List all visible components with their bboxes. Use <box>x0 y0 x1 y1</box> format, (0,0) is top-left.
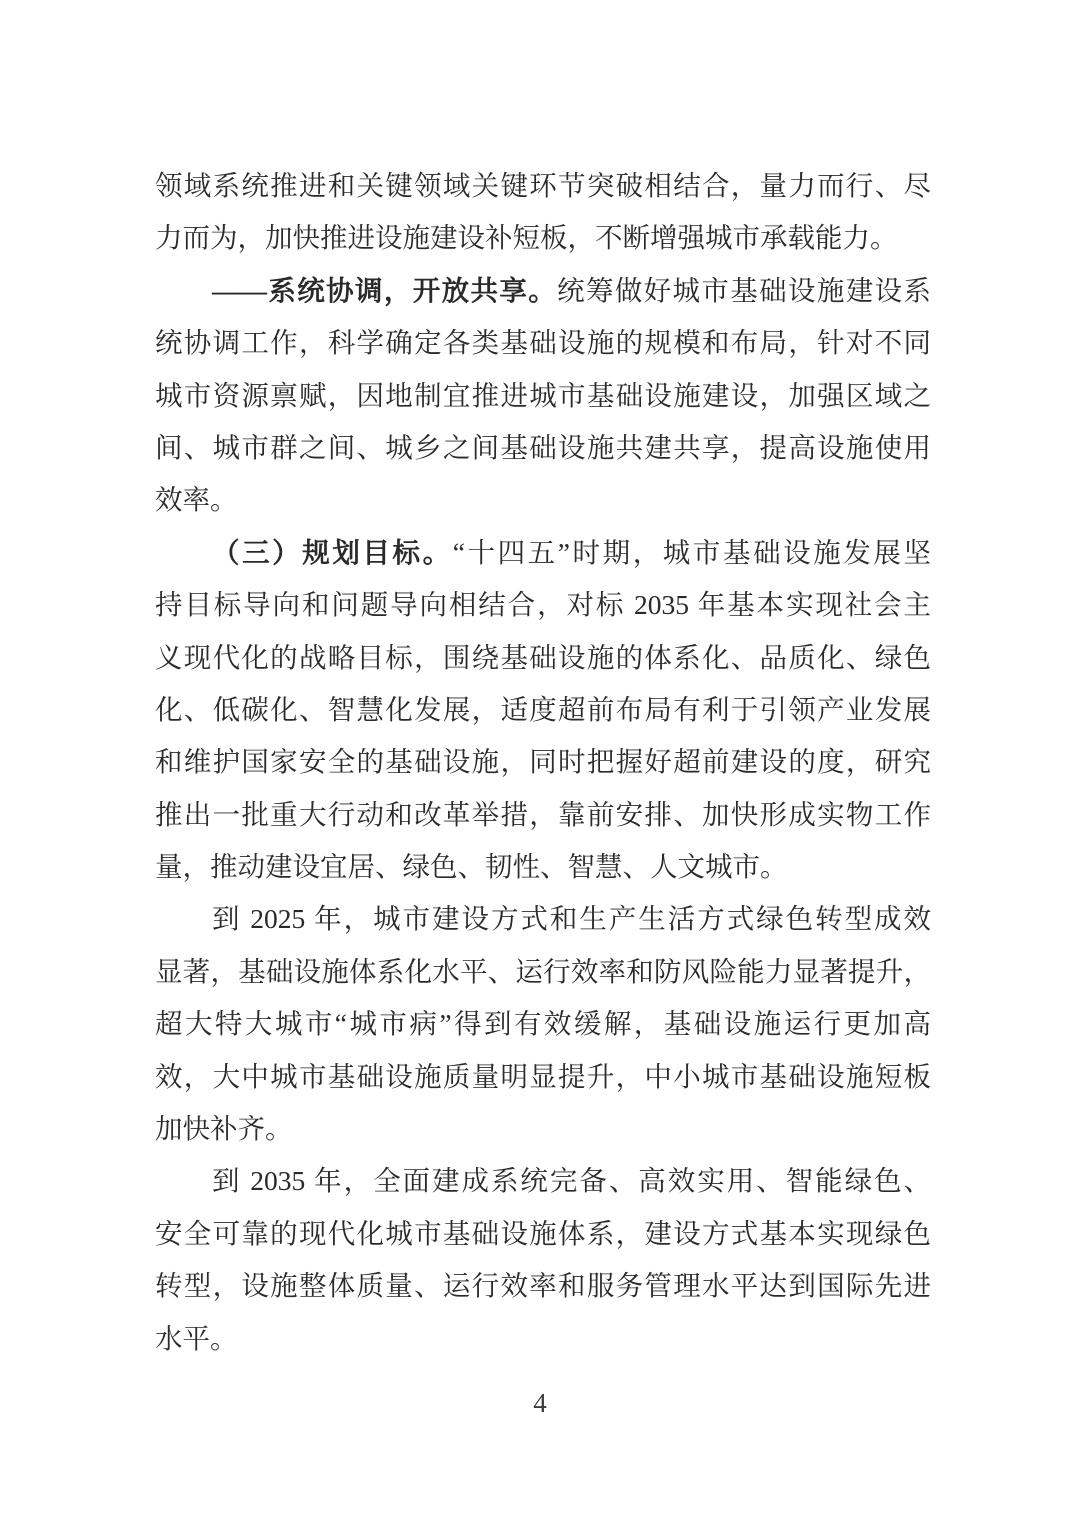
text-line <box>155 579 931 631</box>
text-line <box>155 841 931 893</box>
text-line <box>155 736 931 788</box>
text-line <box>155 893 931 945</box>
text-line <box>155 265 931 317</box>
text-line <box>155 632 931 684</box>
body-text: 和维护国家安全的基础设施，同时把握好超前建设的度，研究 <box>155 746 931 778</box>
text-line <box>155 1155 931 1207</box>
emphasis-text: ——系统协调，开放共享。 <box>212 274 558 306</box>
body-text: 力而为，加快推进设施建设补短板，不断增强城市承载能力。 <box>155 222 898 254</box>
text-line <box>155 789 931 841</box>
text-line <box>155 1260 931 1312</box>
body-text: 持目标导向和问题导向相结合，对标 2035 年基本实现社会主 <box>155 589 931 621</box>
text-line <box>155 998 931 1050</box>
text-line <box>155 422 931 474</box>
text-line <box>155 212 931 264</box>
body-text: 转型，设施整体质量、运行效率和服务管理水平达到国际先进 <box>155 1270 931 1302</box>
text-line <box>155 474 931 526</box>
body-text: 到 2025 年，城市建设方式和生产生活方式绿色转型成效 <box>212 903 931 935</box>
body-text: 安全可靠的现代化城市基础设施体系，建设方式基本实现绿色 <box>155 1217 931 1249</box>
body-text: 效，大中城市基础设施质量明显提升，中小城市基础设施短板 <box>155 1060 931 1092</box>
body-text: 领域系统推进和关键领域关键环节突破相结合，量力而行、尽 <box>155 170 931 201</box>
body-text: 到 2035 年，全面建成系统完备、高效实用、智能绿色、 <box>212 1165 931 1197</box>
text-line <box>155 527 931 579</box>
body-text: 量，推动建设宜居、绿色、韧性、智慧、人文城市。 <box>155 851 788 883</box>
text-line <box>155 946 931 998</box>
body-text: 统筹做好城市基础设施建设系 <box>557 274 932 306</box>
body-text: 城市资源禀赋，因地制宜推进城市基础设施建设，加强区域之 <box>155 379 931 411</box>
body-text: 义现代化的战略目标，围绕基础设施的体系化、品质化、绿色 <box>155 641 931 673</box>
body-text: 间、城市群之间、城乡之间基础设施共建共享，提高设施使用 <box>155 431 931 463</box>
text-block <box>155 160 931 1365</box>
text-line <box>155 160 931 212</box>
body-text: 显著，基础设施体系化水平、运行效率和防风险能力显著提升， <box>155 955 931 987</box>
text-line <box>155 1103 931 1155</box>
body-text: 统协调工作，科学确定各类基础设施的规模和布局，针对不同 <box>155 327 931 359</box>
body-text: 效率。 <box>155 484 238 516</box>
body-text: 化、低碳化、智慧化发展，适度超前布局有利于引领产业发展 <box>155 693 931 725</box>
body-text: “十四五”时期，城市基础设施发展坚 <box>452 536 931 568</box>
body-text: 加快补齐。 <box>155 1113 293 1145</box>
emphasis-text: （三）规划目标。 <box>212 536 453 568</box>
text-line <box>155 1208 931 1260</box>
text-line <box>155 317 931 369</box>
text-line <box>155 370 931 422</box>
text-line <box>155 684 931 736</box>
text-line <box>155 1313 931 1365</box>
page-number: 4 <box>533 1388 547 1418</box>
text-line <box>155 1051 931 1103</box>
body-text: 水平。 <box>155 1322 238 1354</box>
body-text: 推出一批重大行动和改革举措，靠前安排、加快形成实物工作 <box>155 798 931 830</box>
body-text: 超大特大城市“城市病”得到有效缓解，基础设施运行更加高 <box>155 1008 931 1040</box>
